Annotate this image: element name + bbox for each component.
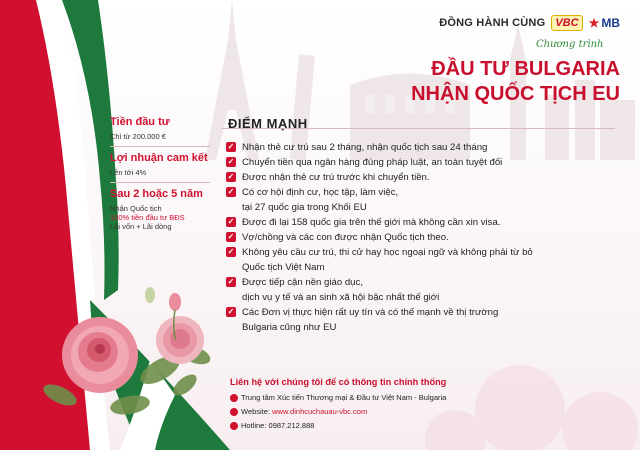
check-icon: ✓ — [227, 247, 235, 256]
strengths-list — [226, 140, 621, 335]
location-icon — [230, 394, 238, 402]
hotline-label: Hotline: — [241, 421, 267, 430]
list-item-continued — [226, 320, 621, 335]
org-text: Trung tâm Xúc tiến Thương mại & Đầu tư Việt Nam - Bulgaria — [241, 393, 447, 402]
contact-org — [230, 393, 446, 402]
partner-header — [439, 10, 620, 36]
website-label: Website: — [241, 407, 271, 416]
list-item-text: Bulgaria cũng như EU — [242, 322, 337, 333]
list-item — [226, 215, 621, 230]
years-line-2: 100% tiền đầu tư BĐS — [110, 213, 185, 222]
list-item-continued — [226, 200, 621, 215]
divider — [110, 182, 210, 183]
list-item-text: Được nhận thẻ cư trú trước khi chuyển tiền. — [242, 172, 430, 183]
list-item-text: Không yêu cầu cư trú, thi cử hay học ngoại ngữ và không phải từ bỏ — [242, 247, 533, 258]
list-item-text: Chuyển tiền qua ngân hàng đúng pháp luật, an toàn tuyệt đối — [242, 157, 503, 168]
list-item-text: Được đi lại 158 quốc gia trên thế giới mà không cần xin visa. — [242, 217, 501, 228]
title-line-2: NHẬN QUỐC TỊCH EU — [411, 83, 620, 105]
vbc-logo: VBC — [551, 15, 582, 31]
profit-value: Lên tới 4% — [110, 168, 147, 177]
list-item-text: Quốc tịch Việt Nam — [242, 262, 325, 273]
profit-heading: Lợi nhuận cam kết — [110, 152, 208, 164]
contact-website — [230, 407, 367, 416]
strengths-title: ĐIỂM MẠNH — [228, 116, 308, 131]
check-icon: ✓ — [227, 307, 235, 316]
mb-logo-text: MB — [601, 16, 620, 30]
investment-value: Chỉ từ 200.000 € — [110, 132, 166, 141]
list-item — [226, 185, 621, 200]
list-item — [226, 155, 621, 170]
check-icon: ✓ — [227, 277, 235, 286]
years-line-1: Nhận Quốc tịch — [110, 204, 162, 213]
phone-icon — [230, 422, 238, 430]
check-icon: ✓ — [227, 232, 235, 241]
list-item — [226, 245, 621, 260]
list-item — [226, 305, 621, 320]
list-item — [226, 140, 621, 155]
list-item-text: dịch vụ y tế và an sinh xã hội bậc nhất thế giới — [242, 292, 440, 303]
check-icon: ✓ — [227, 172, 235, 181]
list-item-text: Vợ/chồng và các con được nhận Quốc tịch theo. — [242, 232, 449, 243]
years-line-3: Lãi vốn + Lãi dòng — [110, 222, 172, 231]
divider — [110, 146, 210, 147]
check-icon: ✓ — [227, 142, 235, 151]
globe-icon — [230, 408, 238, 416]
investment-heading: Tiền đầu tư — [110, 116, 170, 128]
check-icon: ✓ — [227, 187, 235, 196]
check-icon: ✓ — [227, 217, 235, 226]
star-icon: ★ — [588, 16, 600, 30]
title-line-1: ĐẦU TƯ BULGARIA — [431, 58, 620, 80]
partner-label: ĐỒNG HÀNH CÙNG — [439, 17, 546, 29]
list-item-text: Có cơ hội định cư, học tập, làm việc, — [242, 187, 399, 198]
contact-title: Liên hệ với chúng tôi để có thông tin chính thống — [230, 377, 447, 387]
website-link[interactable]: www.dinhcuchauau-vbc.com — [272, 407, 368, 416]
list-item-continued — [226, 260, 621, 275]
list-item-text: Nhận thẻ cư trú sau 2 tháng, nhận quốc tịch sau 24 tháng — [242, 142, 488, 153]
list-item — [226, 275, 621, 290]
years-heading: Sau 2 hoặc 5 năm — [110, 188, 203, 200]
list-item-text: Được tiếp cận nền giáo dục, — [242, 277, 363, 288]
list-item-text: Các Đơn vị thực hiện rất uy tín và có thế mạnh về thị trường — [242, 307, 499, 318]
list-item-continued — [226, 290, 621, 305]
check-icon: ✓ — [227, 157, 235, 166]
list-item — [226, 170, 621, 185]
divider — [222, 128, 615, 129]
hotline-number[interactable]: 0987.212.888 — [268, 421, 315, 430]
list-item-text: tại 27 quốc gia trong Khối EU — [242, 202, 367, 213]
program-label: Chương trình — [536, 39, 604, 50]
contact-hotline — [230, 421, 314, 430]
list-item — [226, 230, 621, 245]
investment-summary — [110, 116, 210, 231]
mb-logo — [589, 16, 620, 30]
